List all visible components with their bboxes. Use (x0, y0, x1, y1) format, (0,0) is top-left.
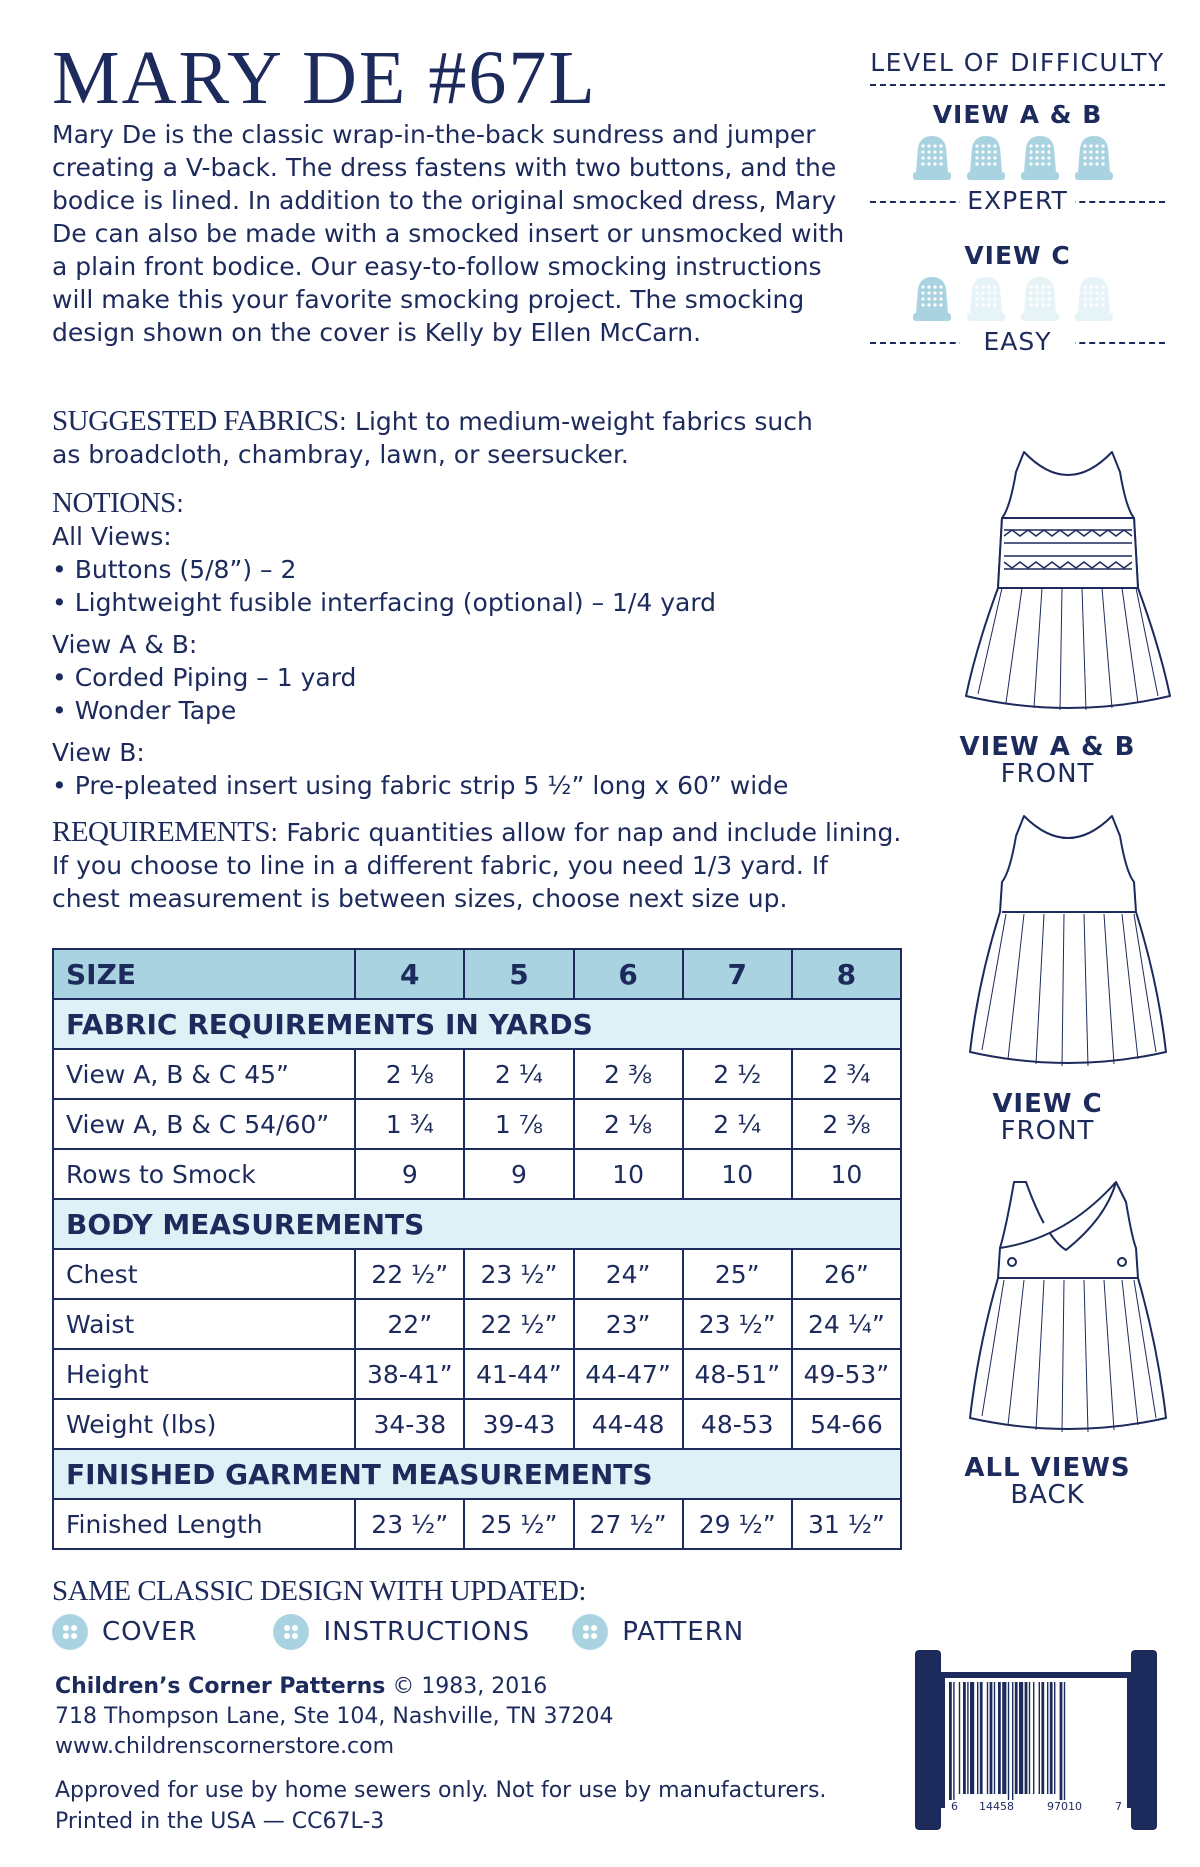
requirements-section (52, 816, 932, 915)
size-header-row (53, 949, 901, 999)
table-cell: 48-51” (683, 1349, 792, 1399)
thimble-filled-icon (910, 134, 954, 182)
row-label: Chest (53, 1249, 355, 1299)
copyright: © 1983, 2016 (385, 1674, 548, 1699)
section-heading: BODY MEASUREMENTS (53, 1199, 901, 1249)
table-cell: 31 ½” (792, 1499, 901, 1549)
same-design-item (273, 1614, 530, 1650)
table-cell: 22” (355, 1299, 464, 1349)
plain-dress-front-icon (966, 812, 1170, 1074)
barcode-bar (953, 1682, 954, 1800)
notions-item: • Corded Piping – 1 yard (52, 663, 357, 692)
barcode-bar (1015, 1682, 1018, 1794)
table-cell: 1 ⅞ (464, 1099, 573, 1149)
thimble-rating (910, 275, 1116, 323)
thimble-filled-icon (910, 275, 954, 323)
notions-group-heading: All Views: (52, 522, 172, 551)
barcode-bar (1019, 1682, 1023, 1794)
table-cell: 25” (683, 1249, 792, 1299)
barcode-bar (959, 1682, 960, 1794)
table-row (53, 1149, 901, 1199)
thimble-empty-icon (1018, 275, 1062, 323)
section-heading: FABRIC REQUIREMENTS IN YARDS (53, 999, 901, 1049)
address: 718 Thompson Lane, Ste 104, Nashville, TN 37204 (55, 1704, 614, 1729)
table-row (53, 1099, 901, 1149)
illustration-caption: VIEW C (992, 1089, 1103, 1119)
table-cell: 2 ⅜ (574, 1049, 683, 1099)
table-cell: 49-53” (792, 1349, 901, 1399)
website-link[interactable]: www.childrenscornerstore.com (55, 1734, 395, 1759)
table-cell: 44-48 (574, 1399, 683, 1449)
notions-item: • Buttons (5/8”) – 2 (52, 555, 297, 584)
thimble-filled-icon (1072, 134, 1116, 182)
difficulty-title: LEVEL OF DIFFICULTY (870, 48, 1165, 77)
table-cell: 48-53 (683, 1399, 792, 1449)
size-header-cell: 8 (792, 949, 901, 999)
table-cell: 23 ½” (355, 1499, 464, 1549)
illustration-caption-sub: FRONT (1000, 759, 1095, 789)
barcode-bar (1029, 1682, 1030, 1794)
requirements-label: REQUIREMENTS (52, 816, 270, 848)
notions-item: • Pre-pleated insert using fabric strip 5 ½” long x 60” wide (52, 771, 789, 800)
smocked-dress-front-icon (962, 448, 1174, 720)
table-cell: 23 ½” (683, 1299, 792, 1349)
barcode-digit: 6 (951, 1800, 958, 1813)
table-cell: 25 ½” (464, 1499, 573, 1549)
table-cell: 23 ½” (464, 1249, 573, 1299)
same-design-list (52, 1614, 786, 1650)
table-cell: 39-43 (464, 1399, 573, 1449)
publisher-info (55, 1672, 613, 1762)
thimble-filled-icon (1018, 134, 1062, 182)
table-cell: 41-44” (464, 1349, 573, 1399)
barcode-digit: 97010 (1047, 1800, 1082, 1813)
barcode-bar (1064, 1682, 1065, 1800)
same-design-item (52, 1614, 197, 1650)
notions-section: NOTIONS: All Views: • Buttons (5/8”) – 2 • Lightweight fusible interfacing (optional) – 1/4 yard View A & B: • Corded Piping – 1 yard • Wonder Tape View B: • Pre-pleated insert using fabric strip 5 ½” long x 60” wide (52, 487, 872, 802)
thimble-rating (910, 134, 1116, 182)
barcode-bar (1050, 1682, 1053, 1794)
barcode-bar (987, 1682, 988, 1794)
barcode-bar (1008, 1682, 1009, 1800)
barcode-bar (994, 1682, 995, 1794)
row-label: Waist (53, 1299, 355, 1349)
difficulty-level-expert: EXPERT (960, 186, 1075, 215)
table-cell: 10 (683, 1149, 792, 1199)
barcode-digit: 7 (1115, 1800, 1122, 1813)
barcode-bar (1060, 1682, 1063, 1800)
illustration-caption: ALL VIEWS (964, 1453, 1131, 1483)
row-label: Height (53, 1349, 355, 1399)
barcode-bar (990, 1682, 993, 1794)
barcode-bar (980, 1682, 983, 1794)
row-label: Rows to Smock (53, 1149, 355, 1199)
table-row (53, 1349, 901, 1399)
page-title: MARY DE #67L (52, 36, 597, 120)
approved-text: Approved for use by home sewers only. Not for use by manufacturers. (55, 1778, 827, 1803)
thimble-empty-icon (1072, 275, 1116, 323)
table-cell: 10 (792, 1149, 901, 1199)
divider (870, 84, 1165, 86)
notions-group-heading: View A & B: (52, 630, 198, 659)
table-cell: 1 ¾ (355, 1099, 464, 1149)
difficulty-level-easy: EASY (960, 327, 1075, 356)
table-cell: 24 ¼” (792, 1299, 901, 1349)
thimble-empty-icon (964, 275, 1008, 323)
table-cell: 24” (574, 1249, 683, 1299)
barcode-bar (963, 1682, 966, 1794)
difficulty-view-label: VIEW C (964, 241, 1071, 270)
barcode-bar (1002, 1682, 1006, 1794)
barcode-bar (967, 1682, 968, 1794)
table-cell: 29 ½” (683, 1499, 792, 1549)
barcode-bar (949, 1682, 952, 1800)
table-cell: 2 ½ (683, 1049, 792, 1099)
row-label: Finished Length (53, 1499, 355, 1549)
barcode-bar (1054, 1682, 1055, 1794)
fabrics-line-1: : Light to medium-weight fabrics such (338, 407, 813, 436)
row-label: View A, B & C 54/60” (53, 1099, 355, 1149)
table-row (53, 1399, 901, 1449)
legal-info (55, 1775, 826, 1837)
barcode-bar (1047, 1682, 1048, 1794)
row-label: Weight (lbs) (53, 1399, 355, 1449)
illustration-caption-sub: BACK (1010, 1480, 1085, 1510)
difficulty-view-label: VIEW A & B (932, 100, 1103, 129)
table-cell: 22 ½” (464, 1299, 573, 1349)
table-cell: 34-38 (355, 1399, 464, 1449)
size-chart-table (52, 948, 902, 1550)
suggested-fabrics (52, 405, 872, 471)
size-header-cell: 5 (464, 949, 573, 999)
barcode-icon (915, 1650, 1157, 1830)
row-label: View A, B & C 45” (53, 1049, 355, 1099)
table-cell: 2 ¾ (792, 1049, 901, 1099)
barcode-bar (1039, 1682, 1040, 1794)
table-cell: 38-41” (355, 1349, 464, 1399)
same-design-label: PATTERN (622, 1617, 745, 1647)
table-cell: 10 (574, 1149, 683, 1199)
requirements-line: : Fabric quantities allow for nap and include lining. (269, 818, 902, 847)
requirements-line: If you choose to line in a different fabric, you need 1/3 yard. If (52, 851, 829, 880)
notions-label: NOTIONS (52, 487, 176, 519)
barcode-bar (998, 1682, 1001, 1794)
size-header-label: SIZE (53, 949, 355, 999)
barcode-bar (1025, 1682, 1028, 1794)
table-cell: 22 ½” (355, 1249, 464, 1299)
illustration-caption-sub: FRONT (1000, 1116, 1095, 1146)
table-cell: 2 ⅛ (574, 1099, 683, 1149)
table-cell: 27 ½” (574, 1499, 683, 1549)
barcode-bar (977, 1682, 978, 1794)
wrap-dress-back-icon (966, 1178, 1170, 1440)
notions-item: • Wonder Tape (52, 696, 237, 725)
thimble-filled-icon (964, 134, 1008, 182)
barcode-bar (1033, 1682, 1034, 1794)
table-cell: 54-66 (792, 1399, 901, 1449)
size-header-cell: 7 (683, 949, 792, 999)
table-cell: 2 ⅛ (355, 1049, 464, 1099)
barcode-bar (1012, 1682, 1013, 1800)
printed-text: Printed in the USA — CC67L-3 (55, 1809, 385, 1834)
table-cell: 26” (792, 1249, 901, 1299)
fabrics-line-2: as broadcloth, chambray, lawn, or seersucker. (52, 440, 629, 469)
intro-paragraph: Mary De is the classic wrap-in-the-back sundress and jumper creating a V-back. The dress fastens with two buttons, and the bodice is lined. In addition to the original smocked dress, Mary De can also be made with a smocked insert or unsmocked with a plain front bodice. Our easy-to-follow smocking instructions will make this your favorite smocking project. The smocking design shown on the cover is Kelly by Ellen McCarn. (52, 120, 845, 347)
table-row (53, 1299, 901, 1349)
table-cell: 9 (355, 1149, 464, 1199)
barcode-digit: 14458 (979, 1800, 1014, 1813)
table-row (53, 1249, 901, 1299)
table-row (53, 1499, 901, 1549)
notions-group-heading: View B: (52, 738, 145, 767)
table-cell: 23” (574, 1299, 683, 1349)
size-header-cell: 4 (355, 949, 464, 999)
button-icon (572, 1614, 608, 1650)
barcode-bar (970, 1682, 974, 1794)
requirements-line: chest measurement is between sizes, choose next size up. (52, 884, 788, 913)
section-heading: FINISHED GARMENT MEASUREMENTS (53, 1449, 901, 1499)
illustration-caption: VIEW A & B (959, 732, 1136, 762)
size-header-cell: 6 (574, 949, 683, 999)
table-cell: 44-47” (574, 1349, 683, 1399)
table-cell: 2 ¼ (683, 1099, 792, 1149)
fabrics-label: SUGGESTED FABRICS (52, 405, 339, 437)
same-design-label: INSTRUCTIONS (323, 1617, 531, 1647)
notions-item: • Lightweight fusible interfacing (optional) – 1/4 yard (52, 588, 717, 617)
same-design-item (572, 1614, 744, 1650)
same-design-label: COVER (102, 1617, 198, 1647)
same-design-heading: SAME CLASSIC DESIGN WITH UPDATED: (52, 1575, 586, 1607)
button-icon (273, 1614, 309, 1650)
button-icon (52, 1614, 88, 1650)
company-name: Children’s Corner Patterns (55, 1674, 386, 1699)
table-cell: 2 ¼ (464, 1049, 573, 1099)
table-cell: 9 (464, 1149, 573, 1199)
barcode-bar (1041, 1682, 1044, 1794)
table-cell: 2 ⅜ (792, 1099, 901, 1149)
table-row (53, 1049, 901, 1099)
